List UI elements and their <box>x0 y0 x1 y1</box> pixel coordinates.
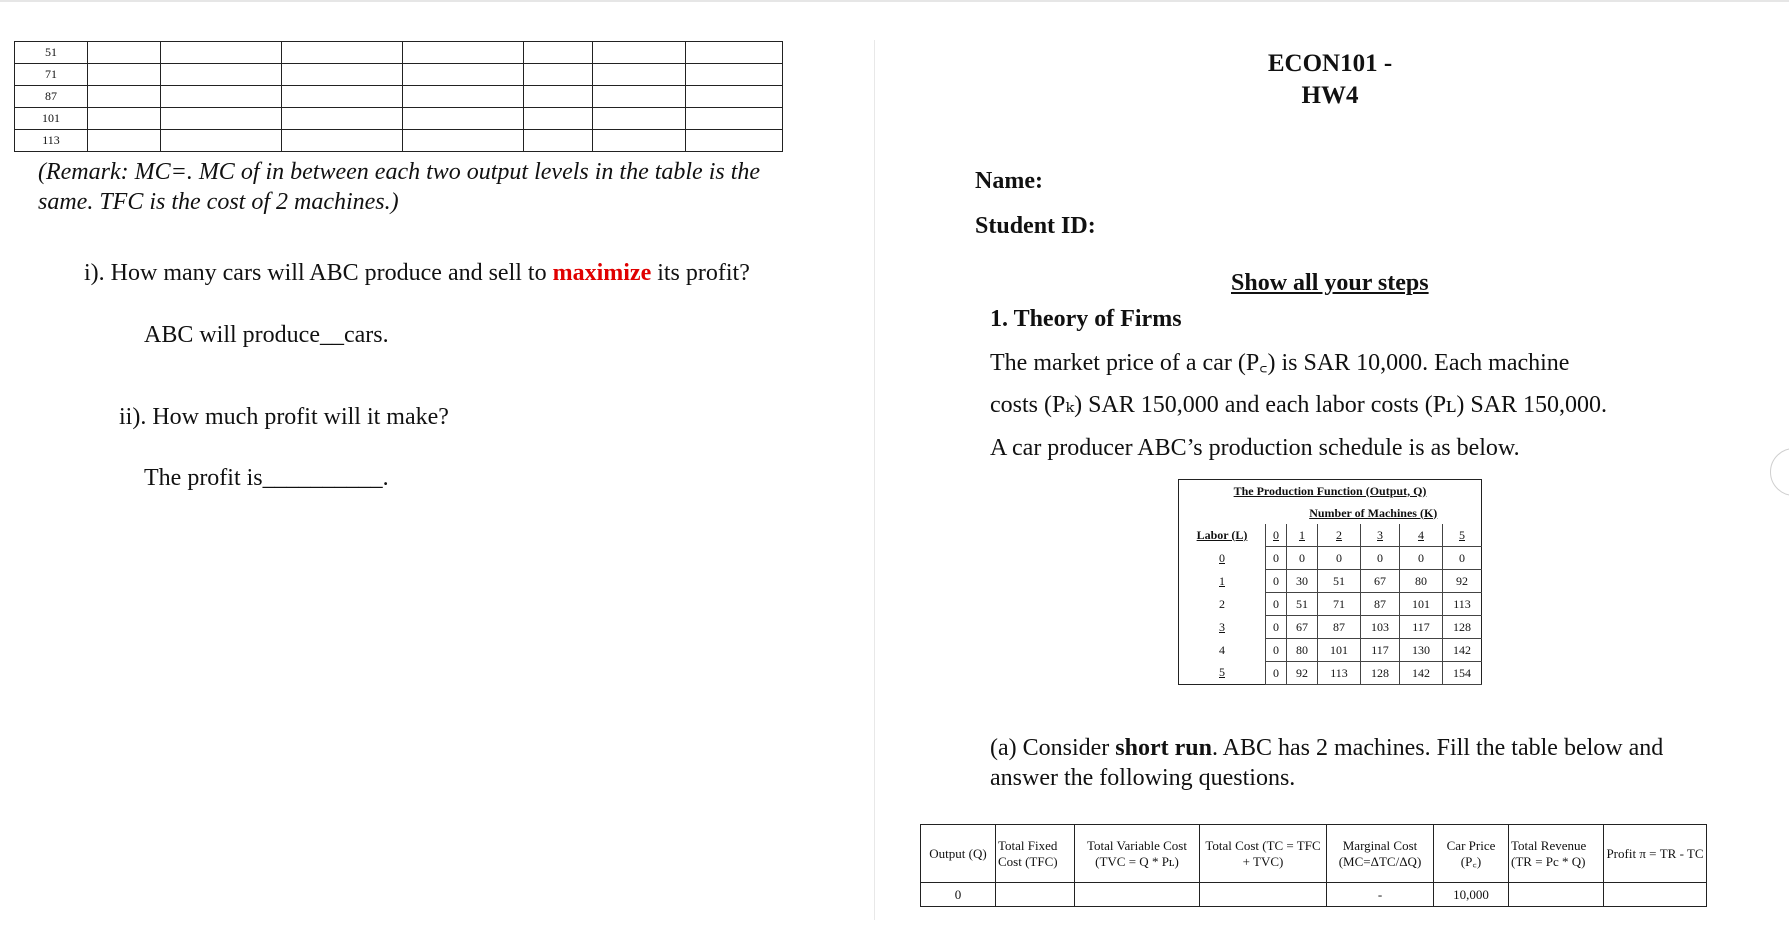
output-value-cell: 0 <box>1266 662 1287 685</box>
output-value-cell: 51 <box>1287 593 1318 616</box>
cont-empty-cell <box>88 108 161 130</box>
output-value-cell: 0 <box>1266 570 1287 593</box>
output-value-cell: 0 <box>1287 547 1318 570</box>
output-value-cell: 92 <box>1443 570 1482 593</box>
scroll-nav-button[interactable] <box>1770 448 1789 496</box>
part-a-pre: (a) Consider <box>990 735 1116 761</box>
cont-empty-cell <box>88 42 161 64</box>
cost-value-cell <box>1200 883 1327 907</box>
cont-empty-cell <box>524 42 593 64</box>
production-row <box>1179 593 1482 616</box>
cont-empty-cell <box>686 42 783 64</box>
cont-empty-cell <box>161 42 282 64</box>
title-line-1: ECON101 - <box>1267 50 1393 77</box>
labor-value-cell: 0 <box>1219 550 1225 565</box>
cont-empty-cell <box>524 64 593 86</box>
question-ii: ii). How much profit will it make? <box>119 404 449 430</box>
cost-value-cell: - <box>1327 883 1434 907</box>
para-line-1: The market price of a car (P꜀) is SAR 10,000. Each machine <box>990 350 1570 376</box>
cost-header-cell: Total Fixed Cost (TFC) <box>996 825 1075 883</box>
cost-header-cell: Total Cost (TC = TFC + TVC) <box>1200 825 1327 883</box>
cont-empty-cell <box>403 108 524 130</box>
page-divider <box>874 40 875 920</box>
output-value-cell: 67 <box>1361 570 1400 593</box>
cont-empty-cell <box>593 42 686 64</box>
cost-header-cell: Car Price (P꜀) <box>1434 825 1509 883</box>
output-value-cell: 51 <box>1318 570 1361 593</box>
labor-value-cell: 2 <box>1219 596 1225 611</box>
cont-empty-cell <box>282 130 403 152</box>
cost-value-cell <box>996 883 1075 907</box>
k-header-cell: 0 <box>1266 524 1287 547</box>
output-value-cell: 87 <box>1318 616 1361 639</box>
cont-empty-cell <box>593 130 686 152</box>
part-a-text <box>990 733 1663 793</box>
cost-header-cell: Total Revenue (TR = Pc * Q) <box>1509 825 1604 883</box>
output-value-cell: 67 <box>1287 616 1318 639</box>
output-value-cell: 0 <box>1443 547 1482 570</box>
production-row <box>1179 639 1482 662</box>
output-value-cell: 0 <box>1318 547 1361 570</box>
output-value-cell: 92 <box>1287 662 1318 685</box>
part-a-post: . ABC has 2 machines. Fill the table below and <box>1211 735 1664 761</box>
output-value-cell: 30 <box>1287 570 1318 593</box>
production-row <box>1179 662 1482 685</box>
output-value-cell: 0 <box>1266 547 1287 570</box>
question-i-prefix: i). How many cars will ABC produce and sell to <box>84 260 553 286</box>
cont-empty-cell <box>524 108 593 130</box>
cont-output-cell: 113 <box>15 130 88 152</box>
output-value-cell: 128 <box>1361 662 1400 685</box>
cont-empty-cell <box>686 108 783 130</box>
output-value-cell: 142 <box>1443 639 1482 662</box>
section-heading: 1. Theory of Firms <box>990 306 1182 332</box>
remark-line-2: same. TFC is the cost of 2 machines.) <box>38 189 399 215</box>
short-run-bold: short run <box>1115 735 1212 761</box>
student-id-label: Student ID: <box>975 213 1096 239</box>
cont-empty-cell <box>403 130 524 152</box>
k-header-cell: 2 <box>1318 524 1361 547</box>
cont-empty-cell <box>686 64 783 86</box>
part-a-line-2: answer the following questions. <box>990 765 1296 791</box>
output-value-cell: 87 <box>1361 593 1400 616</box>
remark-text <box>38 157 838 217</box>
question-i-suffix: its profit? <box>651 260 750 286</box>
cont-table-row <box>15 108 783 130</box>
cont-empty-cell <box>593 86 686 108</box>
cost-value-cell <box>1509 883 1604 907</box>
cont-table-row <box>15 42 783 64</box>
remark-line-1: (Remark: MC=. MC of in between each two output levels in the table is the <box>38 159 761 185</box>
cont-table-row <box>15 130 783 152</box>
cont-empty-cell <box>593 108 686 130</box>
cost-header-cell: Profit π = TR - TC <box>1604 825 1707 883</box>
cont-empty-cell <box>282 86 403 108</box>
k-header-cell: 5 <box>1443 524 1482 547</box>
output-value-cell: 0 <box>1266 639 1287 662</box>
para-line-3: A car producer ABC’s production schedule is as below. <box>990 435 1520 461</box>
cost-value-cell: 0 <box>921 883 996 907</box>
cont-empty-cell <box>161 86 282 108</box>
name-label: Name: <box>975 168 1043 194</box>
labor-value-cell: 5 <box>1219 665 1225 680</box>
cont-empty-cell <box>161 64 282 86</box>
cont-output-cell: 87 <box>15 86 88 108</box>
cont-empty-cell <box>282 108 403 130</box>
cont-output-cell: 101 <box>15 108 88 130</box>
maximize-highlight: maximize <box>552 260 652 286</box>
cont-empty-cell <box>403 86 524 108</box>
labor-header: Labor (L) <box>1196 527 1248 542</box>
answer-i: ABC will produce__cars. <box>144 322 389 348</box>
cont-empty-cell <box>403 64 524 86</box>
output-value-cell: 113 <box>1443 593 1482 616</box>
cost-value-cell <box>1075 883 1200 907</box>
production-row <box>1179 547 1482 570</box>
output-value-cell: 0 <box>1266 616 1287 639</box>
cont-empty-cell <box>524 86 593 108</box>
cont-empty-cell <box>593 64 686 86</box>
cont-empty-cell <box>88 130 161 152</box>
cont-empty-cell <box>161 130 282 152</box>
cont-empty-cell <box>282 42 403 64</box>
output-value-cell: 117 <box>1361 639 1400 662</box>
show-steps-heading: Show all your steps <box>1231 270 1429 296</box>
cont-empty-cell <box>161 108 282 130</box>
output-value-cell: 154 <box>1443 662 1482 685</box>
output-value-cell: 0 <box>1361 547 1400 570</box>
cont-table-row <box>15 86 783 108</box>
cont-output-cell: 51 <box>15 42 88 64</box>
part-a-line-1 <box>990 733 1663 763</box>
output-value-cell: 113 <box>1318 662 1361 685</box>
production-function-table <box>1178 479 1482 685</box>
cont-empty-cell <box>88 64 161 86</box>
cont-empty-cell <box>686 130 783 152</box>
output-value-cell: 117 <box>1400 616 1443 639</box>
output-value-cell: 101 <box>1318 639 1361 662</box>
output-value-cell: 130 <box>1400 639 1443 662</box>
cost-header-cell: Total Variable Cost (TVC = Q * Pʟ) <box>1075 825 1200 883</box>
production-table-title: The Production Function (Output, Q) <box>1179 480 1482 503</box>
output-value-cell: 0 <box>1266 593 1287 616</box>
output-value-cell: 128 <box>1443 616 1482 639</box>
labor-value-cell: 1 <box>1219 573 1225 588</box>
cont-table-row <box>15 64 783 86</box>
cont-empty-cell <box>88 86 161 108</box>
cost-header-cell: Marginal Cost (MC=ΔTC/ΔQ) <box>1327 825 1434 883</box>
output-value-cell: 80 <box>1287 639 1318 662</box>
cost-value-cell: 10,000 <box>1434 883 1509 907</box>
cont-output-cell: 71 <box>15 64 88 86</box>
output-value-cell: 80 <box>1400 570 1443 593</box>
k-header-cell: 3 <box>1361 524 1400 547</box>
labor-value-cell: 4 <box>1219 642 1225 657</box>
cont-empty-cell <box>524 130 593 152</box>
cont-empty-cell <box>282 64 403 86</box>
k-header-cell: 1 <box>1287 524 1318 547</box>
cost-value-cell <box>1604 883 1707 907</box>
cost-header-cell: Output (Q) <box>921 825 996 883</box>
question-i <box>84 260 750 287</box>
production-row <box>1179 570 1482 593</box>
output-value-cell: 0 <box>1400 547 1443 570</box>
continuation-cost-table <box>14 41 783 152</box>
cont-empty-cell <box>686 86 783 108</box>
output-value-cell: 101 <box>1400 593 1443 616</box>
labor-value-cell: 3 <box>1219 619 1225 634</box>
top-border <box>0 0 1789 2</box>
para-line-2: costs (Pₖ) SAR 150,000 and each labor costs (Pʟ) SAR 150,000. <box>990 392 1608 418</box>
output-value-cell: 142 <box>1400 662 1443 685</box>
answer-ii: The profit is__________. <box>144 465 389 491</box>
cont-empty-cell <box>403 42 524 64</box>
machines-header: Number of Machines (K) <box>1309 505 1438 520</box>
blank-cell <box>1179 502 1266 524</box>
k-header-cell: 4 <box>1400 524 1443 547</box>
doc-title <box>1230 48 1430 112</box>
output-value-cell: 103 <box>1361 616 1400 639</box>
production-row <box>1179 616 1482 639</box>
cost-table <box>920 824 1707 907</box>
output-value-cell: 71 <box>1318 593 1361 616</box>
title-line-2: HW4 <box>1301 82 1359 109</box>
